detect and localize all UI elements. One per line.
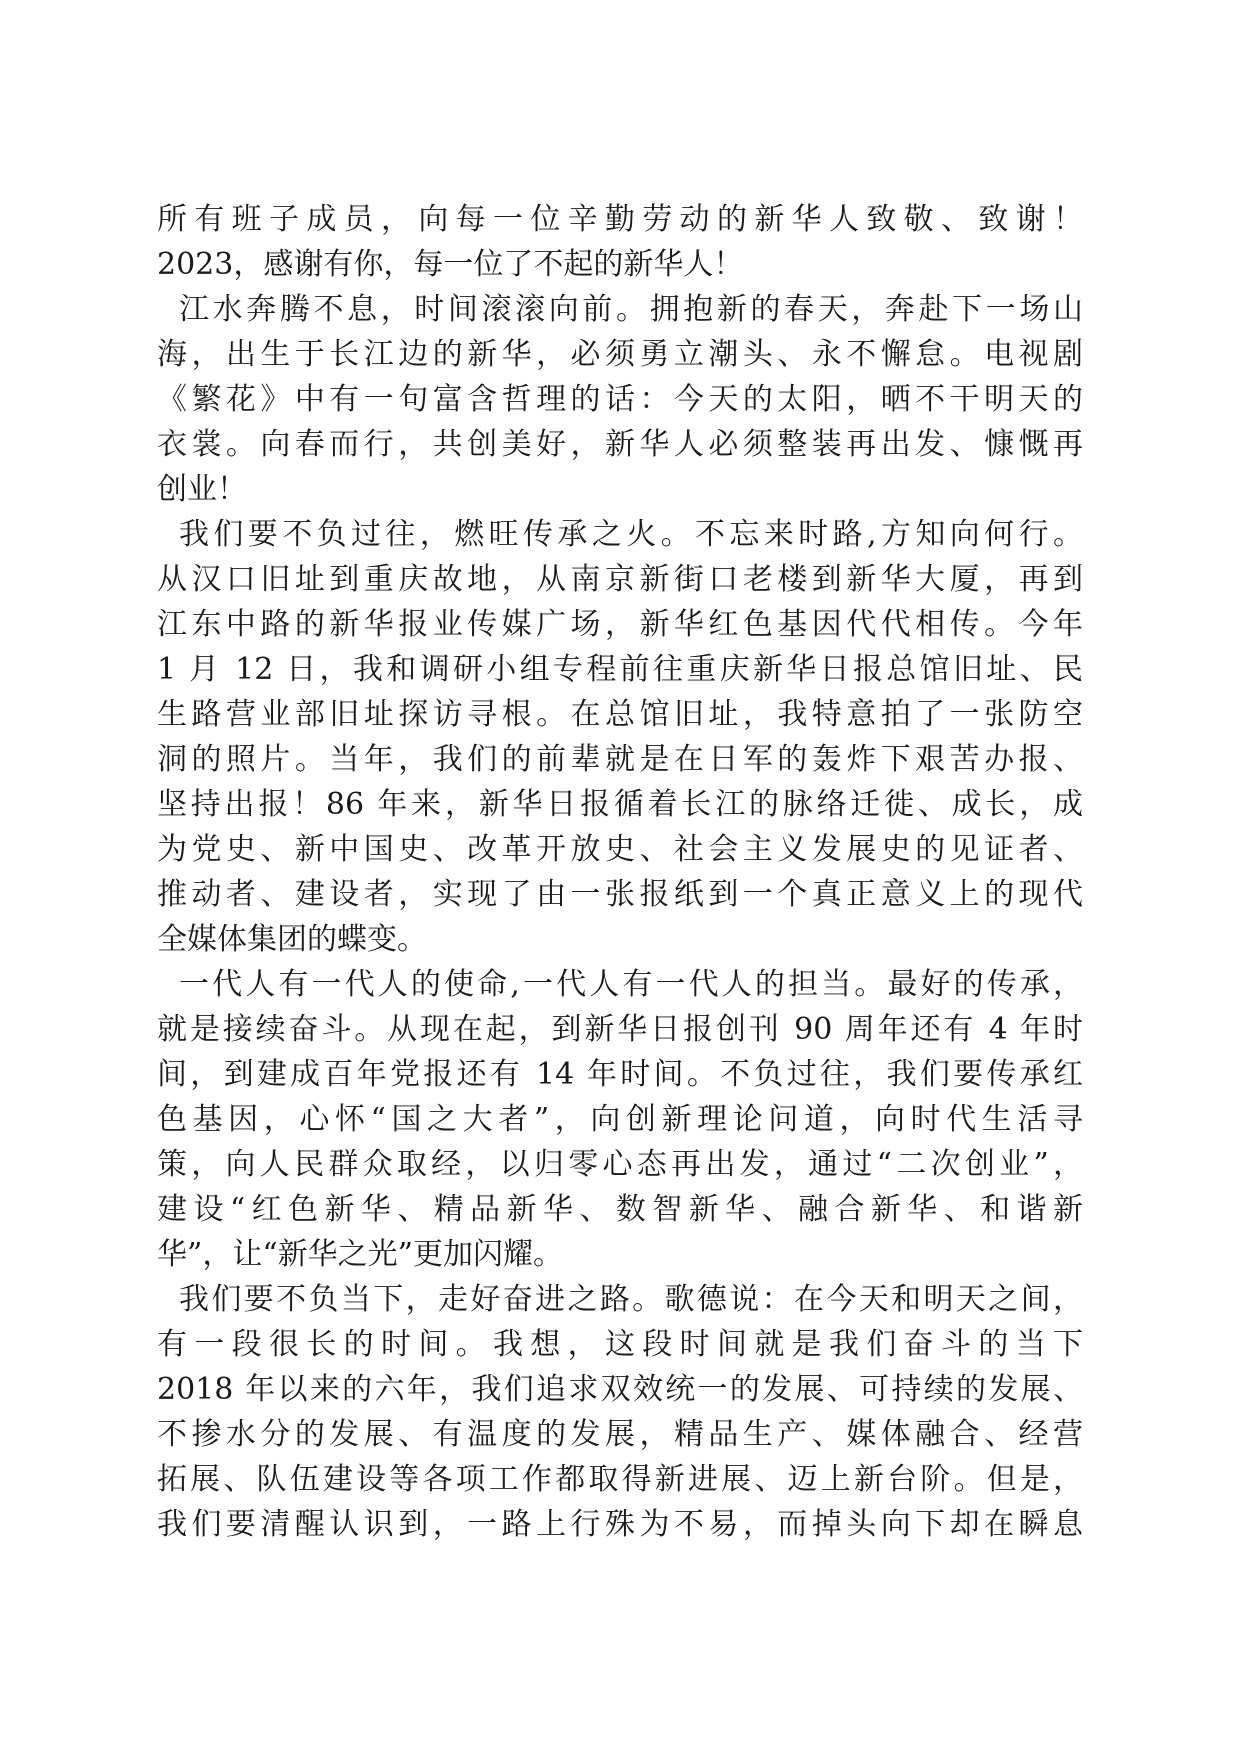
- text-line: 全媒体集团的蝶变。: [157, 922, 427, 957]
- text-line: 间，到建成百年党报还有 14 年时间。不负过往，我们要传承红: [157, 1057, 1083, 1092]
- text-line: 衣裳。向春而行，共创美好，新华人必须整装再出发、慷慨再: [157, 427, 1083, 462]
- text-line: 《繁花》中有一句富含哲理的话：今天的太阳，晒不干明天的: [157, 382, 1083, 417]
- text-line: 我们要不负当下，走好奋进之路。歌德说：在今天和明天之间，: [179, 1282, 1083, 1317]
- text-line: 推动者、建设者，实现了由一张报纸到一个真正意义上的现代: [157, 877, 1083, 912]
- text-line: 就是接续奋斗。从现在起，到新华日报创刊 90 周年还有 4 年时: [157, 1012, 1083, 1047]
- text-line: 江水奔腾不息，时间滚滚向前。拥抱新的春天，奔赴下一场山: [179, 292, 1083, 327]
- text-line: 2023，感谢有你，每一位了不起的新华人！: [157, 247, 744, 282]
- text-line: 我们要清醒认识到，一路上行殊为不易，而掉头向下却在瞬息: [157, 1507, 1083, 1542]
- text-line: 一代人有一代人的使命,一代人有一代人的担当。最好的传承，: [179, 967, 1083, 1002]
- text-line: 所有班子成员，向每一位辛勤劳动的新华人致敬、致谢！: [157, 202, 1083, 237]
- text-line: 不掺水分的发展、有温度的发展，精品生产、媒体融合、经营: [157, 1417, 1083, 1452]
- paragraph-2: [157, 287, 1083, 512]
- text-line: 建设“红色新华、精品新华、数智新华、融合新华、和谐新: [157, 1192, 1083, 1227]
- text-line: 1 月 12 日，我和调研小组专程前往重庆新华日报总馆旧址、民: [157, 652, 1083, 687]
- paragraph-4: [157, 962, 1083, 1277]
- text-line: 海，出生于长江边的新华，必须勇立潮头、永不懈怠。电视剧: [157, 337, 1083, 372]
- text-line: 策，向人民群众取经，以归零心态再出发，通过“二次创业”，: [157, 1147, 1083, 1182]
- text-line: 江东中路的新华报业传媒广场，新华红色基因代代相传。今年: [157, 607, 1083, 642]
- text-line: 为党史、新中国史、改革开放史、社会主义发展史的见证者、: [157, 832, 1083, 867]
- text-line: 色基因，心怀“国之大者”，向创新理论问道，向时代生活寻: [157, 1102, 1083, 1137]
- text-line: 有一段很长的时间。我想，这段时间就是我们奋斗的当下: [157, 1327, 1083, 1362]
- text-line: 华”，让“新华之光”更加闪耀。: [157, 1237, 564, 1272]
- paragraph-5: [157, 1277, 1083, 1547]
- text-line: 洞的照片。当年，我们的前辈就是在日军的轰炸下艰苦办报、: [157, 742, 1083, 777]
- text-line: 从汉口旧址到重庆故地，从南京新街口老楼到新华大厦，再到: [157, 562, 1083, 597]
- text-line: 创业！: [157, 472, 247, 507]
- paragraph-1: [157, 197, 1083, 287]
- text-line: 2018 年以来的六年，我们追求双效统一的发展、可持续的发展、: [157, 1372, 1083, 1407]
- text-line: 生路营业部旧址探访寻根。在总馆旧址，我特意拍了一张防空: [157, 697, 1083, 732]
- body-text: [157, 197, 1083, 1547]
- text-line: 坚持出报！86 年来，新华日报循着长江的脉络迁徙、成长，成: [157, 787, 1083, 822]
- text-line: 我们要不负过往，燃旺传承之火。不忘来时路,方知向何行。: [179, 517, 1083, 552]
- paragraph-3: [157, 512, 1083, 962]
- text-line: 拓展、队伍建设等各项工作都取得新进展、迈上新台阶。但是，: [157, 1462, 1083, 1497]
